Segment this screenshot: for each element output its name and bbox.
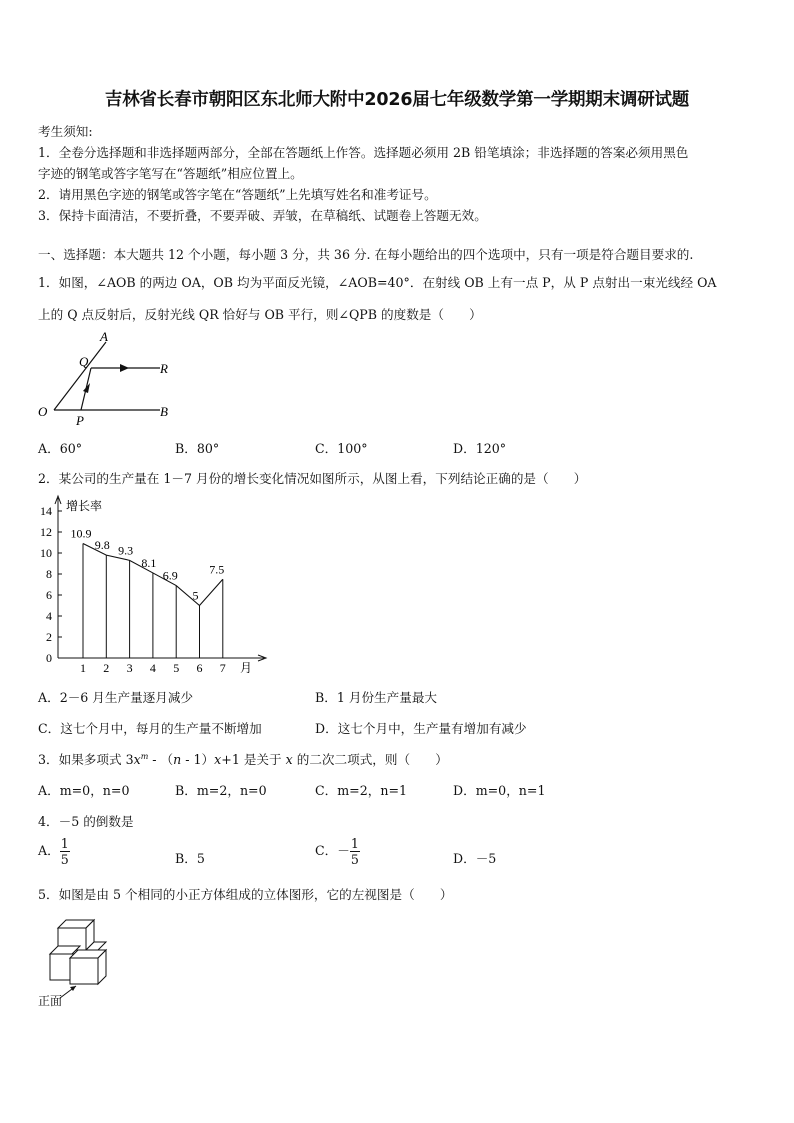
x-tick-label: 7: [219, 661, 226, 675]
q4-option-b: B．5: [175, 851, 205, 866]
y-tick-label: 4: [46, 609, 52, 623]
q1-option-d: D．120°: [453, 441, 507, 456]
label-Q: Q: [79, 354, 89, 369]
x-tick-label: 2: [103, 661, 110, 675]
growth-chart: [30, 494, 280, 680]
q3-var-x: x: [133, 752, 141, 767]
cube-front-face: [70, 958, 98, 984]
arrow-QR-icon: [120, 364, 129, 372]
y-tick-label: 8: [46, 567, 52, 581]
y-tick-label: 12: [40, 525, 52, 539]
q3-option-a: A．m=0，n=0: [38, 783, 130, 798]
y-tick-label: 6: [46, 588, 52, 602]
q3-exponent-m: m: [140, 751, 149, 761]
data-label: 5: [192, 588, 199, 603]
x-tick-label: 6: [196, 661, 203, 675]
label-O: O: [38, 404, 48, 419]
data-label: 8.1: [141, 555, 157, 570]
x-axis-title: 月: [240, 661, 253, 675]
data-label: 10.9: [70, 526, 92, 541]
label-A: A: [100, 329, 108, 344]
q1-option-b: B．80°: [175, 441, 220, 456]
q3-text-c: - 1）: [181, 752, 215, 767]
q4-option-a-label: A．: [38, 843, 60, 858]
q3-text-a: 3．如果多项式 3: [38, 752, 134, 767]
section-heading: 一、选择题：本大题共 12 个小题，每小题 3 分，共 36 分. 在每小题给出的四个选项中，只有一项是符合题目要求的.: [38, 247, 694, 262]
q3-var-x3: x: [285, 752, 293, 767]
q3-text-e: 的二次二项式，则（ ）: [292, 752, 448, 767]
notice-heading: 考生须知:: [38, 124, 93, 139]
q2-option-b: B．1 月份生产量最大: [315, 690, 438, 705]
x-tick-label: 3: [126, 661, 133, 675]
data-label: 9.3: [118, 543, 134, 558]
fraction-denominator: 5: [60, 852, 69, 867]
data-label: 9.8: [94, 538, 110, 553]
q1-option-a: A．60°: [38, 441, 83, 456]
y-tick-label: 10: [40, 546, 52, 560]
data-label: 7.5: [209, 562, 225, 577]
q1-option-c: C．100°: [315, 441, 368, 456]
label-R: R: [160, 361, 168, 376]
q4-option-a-fraction: [60, 836, 70, 867]
x-tick-label: 5: [173, 661, 180, 675]
q4-text: 4．－5 的倒数是: [38, 814, 134, 829]
notice-item-2: 2．请用黑色字迹的钢笔或答字笔在“答题纸”上先填写姓名和准考证号。: [38, 187, 437, 202]
notice-item-1: 1．全卷分选择题和非选择题两部分，全部在答题纸上作答。选择题必须用 2B 铅笔填涂；非选择题的答案必须用黑色: [38, 145, 689, 160]
y-axis-title: 增长率: [66, 499, 103, 513]
y-tick-label: 2: [46, 630, 52, 644]
q3-var-n: n: [173, 752, 182, 767]
label-P: P: [76, 413, 84, 428]
q1-line2: 上的 Q 点反射后，反射光线 QR 恰好与 OB 平行，则∠QPB 的度数是（ ）: [38, 307, 482, 322]
q3-option-c: C．m=2，n=1: [315, 783, 408, 798]
q3-option-d: D．m=0，n=1: [453, 783, 546, 798]
q4-option-c: [315, 836, 360, 867]
q2-option-a: A．2－6 月生产量逐月减少: [38, 690, 194, 705]
y-tick-label: 0: [46, 651, 52, 665]
front-label: 正面: [38, 994, 63, 1008]
label-B: B: [160, 404, 168, 419]
q2-option-d: D．这七个月中，生产量有增加有减少: [315, 721, 527, 736]
q1-figure: [34, 328, 184, 430]
notice-item-3: 3．保持卡面清洁，不要折叠，不要弄破、弄皱，在草稿纸、试题卷上答题无效。: [38, 208, 487, 223]
q2-option-c: C．这七个月中，每月的生产量不断增加: [38, 721, 262, 736]
q3-option-b: B．m=2，n=0: [175, 783, 267, 798]
notice-item-1-cont: 字迹的钢笔或答字笔写在“答题纸”相应位置上。: [38, 166, 303, 181]
q4-option-d: D．－5: [453, 851, 497, 866]
q3-text-d: +1 是关于: [221, 752, 286, 767]
fraction-numerator: 1: [60, 836, 69, 851]
q4-option-c-fraction: [350, 836, 360, 867]
q4-option-c-label: C．－: [315, 843, 350, 858]
y-tick-label: 14: [40, 504, 52, 518]
fraction-denominator: 5: [350, 852, 359, 867]
q3-var-x2: x: [214, 752, 222, 767]
fraction-numerator: 1: [350, 836, 359, 851]
x-tick-label: 1: [80, 661, 86, 675]
exam-title: 吉林省长春市朝阳区东北师大附中2026届七年级数学第一学期期末调研试题: [104, 90, 690, 110]
q4-option-a: [38, 836, 70, 867]
q3-text: [38, 749, 448, 768]
q5-text: 5．如图是由 5 个相同的小正方体组成的立体图形，它的左视图是（ ）: [38, 887, 453, 902]
x-tick-label: 4: [149, 661, 156, 675]
q3-text-b: - （: [148, 752, 174, 767]
q2-text: 2．某公司的生产量在 1－7 月份的增长变化情况如图所示，从图上看，下列结论正确的是（ ）: [38, 471, 587, 486]
ray-OA: [54, 342, 106, 410]
q1-line1: 1．如图，∠AOB 的两边 OA，OB 均为平面反光镜，∠AOB=40°．在射线 OB 上有一点 P，从 P 点射出一束光线经 OA: [38, 275, 717, 290]
data-label: 6.9: [162, 568, 178, 583]
